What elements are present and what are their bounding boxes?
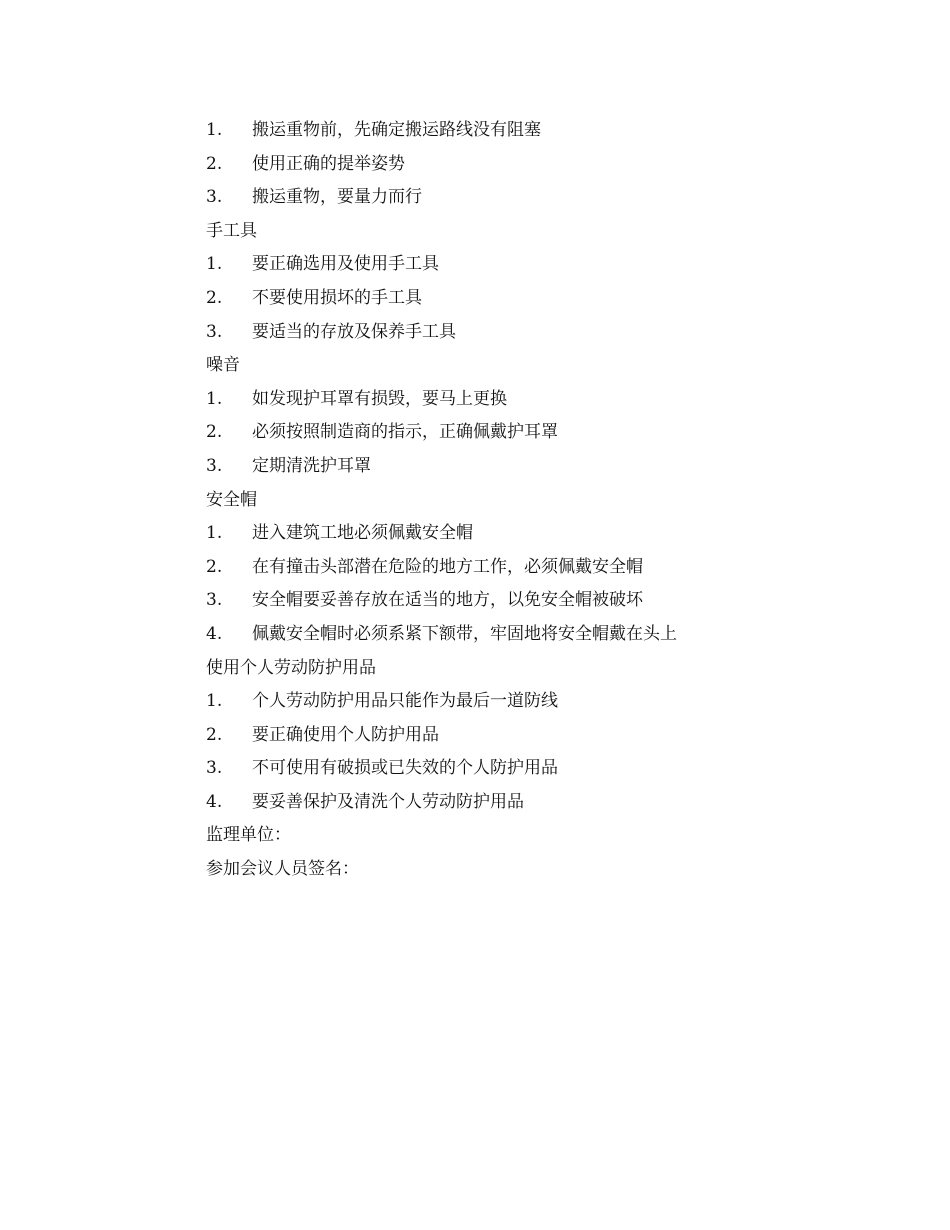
item-text: 必须按照制造商的指示，正确佩戴护耳罩 — [252, 422, 558, 443]
list-item — [206, 722, 826, 756]
item-number: 1. — [206, 254, 223, 275]
list-item — [206, 621, 826, 655]
list-item — [206, 419, 826, 453]
item-number: 4. — [206, 791, 223, 812]
item-number: 2. — [206, 724, 223, 745]
item-text: 不要使用损坏的手工具 — [252, 287, 422, 308]
item-number: 1. — [206, 388, 223, 409]
list-item — [206, 587, 826, 621]
list-item — [206, 117, 826, 151]
item-text: 定期清洗护耳罩 — [252, 455, 371, 476]
item-number: 2. — [206, 422, 223, 443]
item-number: 4. — [206, 623, 223, 644]
item-number: 3. — [206, 187, 223, 208]
item-text: 佩戴安全帽时必须系紧下额带，牢固地将安全帽戴在头上 — [252, 623, 677, 644]
item-text: 要适当的存放及保养手工具 — [252, 321, 456, 342]
supervisor-label: 监理单位： — [206, 825, 291, 846]
item-number: 2. — [206, 556, 223, 577]
item-text: 如发现护耳罩有损毁，要马上更换 — [252, 388, 507, 409]
item-number: 1. — [206, 691, 223, 712]
list-item — [206, 319, 826, 353]
item-number: 3. — [206, 321, 223, 342]
list-item — [206, 151, 826, 185]
item-text: 安全帽要妥善存放在适当的地方，以免安全帽被破坏 — [252, 590, 643, 611]
section-heading: 使用个人劳动防护用品 — [206, 657, 376, 678]
item-number: 3. — [206, 758, 223, 779]
item-text: 搬运重物，要量力而行 — [252, 187, 422, 208]
document-body — [206, 117, 826, 890]
list-item — [206, 554, 826, 588]
item-text: 搬运重物前，先确定搬运路线没有阻塞 — [252, 120, 541, 140]
item-number: 2. — [206, 287, 223, 308]
item-number: 1. — [206, 523, 223, 544]
item-text: 进入建筑工地必须佩戴安全帽 — [252, 523, 473, 544]
list-item — [206, 285, 826, 319]
list-item — [206, 520, 826, 554]
section-heading: 噪音 — [206, 355, 240, 376]
item-text: 在有撞击头部潜在危险的地方工作，必须佩戴安全帽 — [252, 556, 643, 577]
item-text: 要正确使用个人防护用品 — [252, 724, 439, 745]
section-heading: 安全帽 — [206, 489, 257, 510]
item-number: 3. — [206, 590, 223, 611]
list-item — [206, 453, 826, 487]
item-text: 使用正确的提举姿势 — [252, 153, 405, 174]
item-number: 3. — [206, 455, 223, 476]
item-text: 不可使用有破损或已失效的个人防护用品 — [252, 758, 558, 779]
item-text: 要正确选用及使用手工具 — [252, 254, 439, 275]
list-item — [206, 755, 826, 789]
list-item — [206, 789, 826, 823]
list-item — [206, 688, 826, 722]
item-number: 2. — [206, 153, 223, 174]
list-item — [206, 386, 826, 420]
list-item — [206, 251, 826, 285]
attendee-signature-label: 参加会议人员签名： — [206, 859, 359, 880]
item-number: 1. — [206, 120, 223, 140]
item-text: 要妥善保护及清洗个人劳动防护用品 — [252, 791, 524, 812]
list-item — [206, 184, 826, 218]
item-text: 个人劳动防护用品只能作为最后一道防线 — [252, 691, 558, 712]
section-heading: 手工具 — [206, 220, 257, 241]
